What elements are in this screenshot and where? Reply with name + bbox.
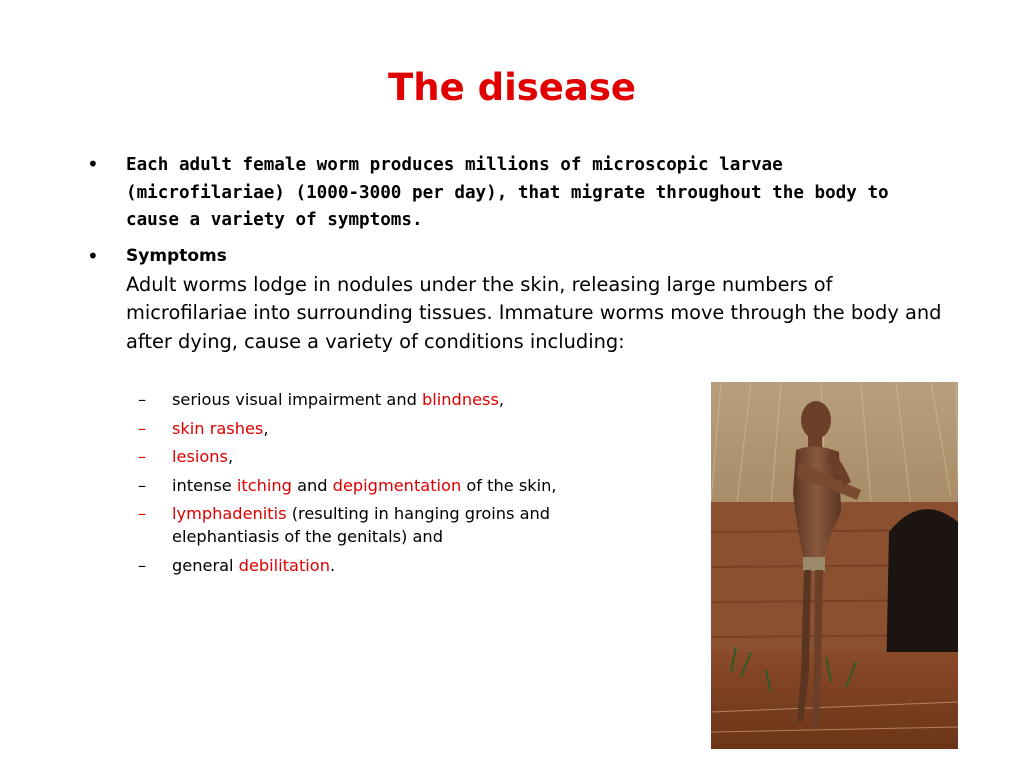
- list-item-blindness: [138, 388, 658, 411]
- bullet-marker: •: [87, 244, 99, 268]
- patient-photo: [711, 382, 958, 749]
- item-text: of the skin,: [461, 475, 557, 495]
- item-text: .: [329, 555, 336, 575]
- list-item-debilitation: [138, 554, 658, 577]
- bullet-symptoms: [126, 242, 946, 356]
- list-item-skin-rashes: [138, 417, 658, 440]
- photo-illustration: [711, 382, 958, 749]
- item-text: ,: [263, 418, 269, 438]
- item-term: blindness: [422, 390, 499, 409]
- item-text: and: [291, 475, 333, 495]
- item-term: depigmentation: [332, 475, 462, 495]
- dash-marker: –: [138, 555, 147, 575]
- dash-marker: –: [138, 418, 147, 438]
- item-text: (resulting in hanging groins and elephantiasis of the genitals) and: [172, 504, 551, 546]
- item-term: skin rashes: [172, 418, 264, 438]
- item-term: lymphadenitis: [172, 504, 287, 523]
- bullet-marker: •: [87, 152, 99, 176]
- list-item-itching: [138, 474, 658, 497]
- slide-title: The disease: [388, 66, 636, 109]
- item-text: serious visual impairment and: [172, 390, 423, 409]
- item-term: itching: [236, 475, 292, 495]
- dash-marker: –: [138, 504, 147, 523]
- item-text: ,: [228, 447, 234, 466]
- symptoms-heading: Symptoms: [126, 246, 227, 266]
- bullet-larvae-text: Each adult female worm produces millions of microscopic larvae (microfilariae) (1000-3000 per day), that migrate throughout the body to cause a variety of symptoms.: [126, 155, 889, 230]
- item-term: lesions: [172, 447, 228, 466]
- list-item-lesions: [138, 445, 658, 468]
- item-text: ,: [498, 390, 505, 409]
- dash-marker: –: [138, 447, 147, 466]
- symptoms-list: [138, 388, 658, 582]
- list-item-lymphadenitis: [138, 502, 658, 548]
- item-text: general: [172, 555, 239, 575]
- dash-marker: –: [138, 390, 147, 409]
- item-term: debilitation: [238, 555, 330, 575]
- symptoms-description: Adult worms lodge in nodules under the skin, releasing large numbers of microfilariae into surrounding tissues. Immature worms move through the body and after dying, cause a variety of conditions including:: [126, 272, 942, 353]
- item-text: intense: [172, 475, 237, 495]
- dash-marker: –: [138, 475, 147, 495]
